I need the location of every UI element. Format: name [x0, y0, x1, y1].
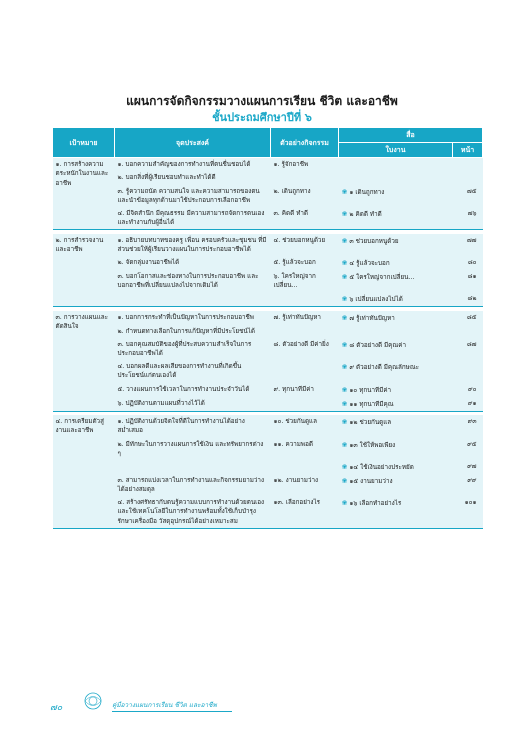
worksheet-label: ๙ ตัวอย่างดี มีคุณลักษณะ — [349, 364, 420, 372]
footer-divider — [112, 711, 232, 712]
page-cell: ๗๕ — [453, 185, 483, 207]
objective-cell: ๓. รู้ความถนัด ความสนใจ และความสามารถของตน และนำข้อมูลทุกด้านมาใช้ประกอบการเลือกอาชีพ — [115, 185, 271, 207]
worksheet-label: ๑๓ ใช้ให้พอเพียง — [349, 441, 396, 449]
table-row — [53, 234, 483, 256]
objective-cell: ๕. วางแผนการใช้เวลาในการทำงานประจำวันได้ — [115, 383, 271, 397]
flower-bullet-icon: ❀ — [341, 209, 348, 218]
objective-cell: ๑. ปฏิบัติงานด้วยจิตใจที่ดีในการทำงานได้อย่างสม่ำเสมอ — [115, 415, 271, 437]
flower-bullet-icon: ❀ — [341, 236, 348, 245]
worksheet-cell — [339, 325, 453, 338]
flower-bullet-icon: ❀ — [341, 363, 348, 372]
worksheet-cell — [339, 383, 453, 397]
worksheet-cell — [339, 397, 453, 412]
goal-cell: ๒. การสำรวจงานและอาชีพ — [53, 234, 115, 307]
flower-bullet-icon: ❀ — [341, 440, 348, 449]
plan-table — [52, 127, 483, 529]
activity-cell: ๑๒. งานยามว่าง — [271, 474, 339, 496]
page-cell: ๘๒ — [453, 292, 483, 307]
table-row — [53, 185, 483, 207]
worksheet-label: ๗ รู้เท่าทันปัญหา — [349, 314, 395, 322]
flower-bullet-icon: ❀ — [341, 272, 348, 281]
page-cell — [453, 171, 483, 184]
objective-cell: ๑. อธิบายบทบาทของครู เพื่อน ครอบครัวและชุมชน ที่มีส่วนช่วยให้ผู้เรียนวางแผนในการประกอบอาชีพได้ — [115, 234, 271, 256]
activity-cell: ๑. รู้จักอาชีพ — [271, 158, 339, 172]
flower-bullet-icon: ❀ — [341, 418, 348, 427]
flower-bullet-icon: ❀ — [341, 341, 348, 350]
activity-cell — [271, 325, 339, 338]
page-cell: ๑๐๑ — [453, 496, 483, 528]
table-body — [53, 158, 483, 528]
page-cell: ๙๕ — [453, 438, 483, 460]
activity-cell — [271, 397, 339, 412]
worksheet-cell — [339, 311, 453, 325]
worksheet-cell — [339, 415, 453, 437]
activity-cell: ๑๐. ช่วยกันดูแล — [271, 415, 339, 437]
worksheet-label: ๑๒ ช่วยกันดูแล — [349, 419, 392, 427]
page-title: แผนการจัดกิจกรรมวางแผนการเรียน ชีวิต และอาชีพ — [126, 94, 398, 108]
header-objectives: จุดประสงค์ — [115, 128, 271, 158]
ornament-icon — [82, 690, 104, 712]
page-cell: ๘๑ — [453, 270, 483, 292]
worksheet-label: ๑๑ ทุกนาทีมีคุณ — [349, 400, 394, 408]
objective-cell: ๓. สามารถแบ่งเวลาในการทำงานและกิจกรรมยามว่างได้อย่างสมดุล — [115, 474, 271, 496]
worksheet-label: ๔ รู้แล้วจะบอก — [349, 259, 390, 267]
worksheet-label: ๑๐ ทุกนาทีมีค่า — [349, 386, 392, 394]
objective-cell: ๖. ปฏิบัติงานตามแผนที่วางไว้ได้ — [115, 397, 271, 412]
worksheet-cell — [339, 460, 453, 474]
activity-cell — [271, 292, 339, 307]
activity-cell: ๘. ตัวอย่างดี มีค่ายิ่ง — [271, 338, 339, 360]
header-worksheet: ใบงาน — [339, 143, 453, 158]
page-cell — [453, 325, 483, 338]
worksheet-cell — [339, 496, 453, 528]
worksheet-cell — [339, 438, 453, 460]
flower-bullet-icon: ❀ — [341, 187, 348, 196]
worksheet-cell — [339, 292, 453, 307]
worksheet-label: ๓ ช่วยบอกหนูด้วย — [349, 237, 399, 245]
worksheet-cell — [339, 207, 453, 230]
flower-bullet-icon: ❀ — [341, 313, 348, 322]
goal-cell: ๑. การสร้างความตระหนักในงานและอาชีพ — [53, 158, 115, 230]
table-row — [53, 207, 483, 230]
objective-cell: ๒. มีทักษะในการวางแผนการใช้เงิน และทรัพยากรต่าง ๆ — [115, 438, 271, 460]
table-row — [53, 325, 483, 338]
flower-bullet-icon: ❀ — [341, 399, 348, 408]
worksheet-label: ๑๖ เลือกทำอย่างไร — [349, 500, 402, 508]
table-row — [53, 311, 483, 325]
table-row — [53, 397, 483, 412]
page-cell: ๘๕ — [453, 311, 483, 325]
page-cell: ๙๗ — [453, 460, 483, 474]
worksheet-cell — [339, 234, 453, 256]
flower-bullet-icon: ❀ — [341, 258, 348, 267]
table-row — [53, 415, 483, 437]
page-cell: ๘๐ — [453, 256, 483, 270]
table-row — [53, 292, 483, 307]
worksheet-cell — [339, 270, 453, 292]
objective-cell: ๑. บอกความสำคัญของการทำงานที่ตนชื่นชอบได้ — [115, 158, 271, 172]
page-subtitle: ชั้นประถมศึกษาปีที่ ๖ — [212, 111, 312, 124]
page-cell: ๙๐ — [453, 383, 483, 397]
goal-cell: ๓. การวางแผนและตัดสินใจ — [53, 311, 115, 412]
table-row — [53, 171, 483, 184]
table-row — [53, 496, 483, 528]
flower-bullet-icon: ❀ — [341, 295, 348, 304]
table-row — [53, 383, 483, 397]
worksheet-label: ๘ ตัวอย่างดี มีคุณค่า — [349, 342, 406, 350]
header-page: หน้า — [453, 143, 483, 158]
worksheet-label: ๑๔ ใช้เงินอย่างประหยัด — [349, 463, 414, 471]
flower-bullet-icon: ❀ — [341, 385, 348, 394]
activity-cell: ๑๑. ความพอดี — [271, 438, 339, 460]
goal-cell: ๔. การเตรียมตัวสู่งานและอาชีพ — [53, 415, 115, 528]
worksheet-cell — [339, 360, 453, 382]
table-row — [53, 474, 483, 496]
flower-bullet-icon: ❀ — [341, 499, 348, 508]
flower-bullet-icon: ❀ — [341, 462, 348, 471]
worksheet-cell — [339, 256, 453, 270]
activity-cell: ๓. คิดดี ทำดี — [271, 207, 339, 230]
worksheet-label: ๕ ใครใหญ่จากเปลี่ยน... — [349, 273, 415, 281]
worksheet-cell — [339, 338, 453, 360]
header-media: สื่อ — [339, 128, 483, 143]
worksheet-cell — [339, 474, 453, 496]
objective-cell: ๔. มีจิตสำนึก มีคุณธรรม มีความสามารถจัดการตนเองและทำงานกับผู้อื่นได้ — [115, 207, 271, 230]
objective-cell: ๒. จัดกลุ่มงานอาชีพได้ — [115, 256, 271, 270]
activity-cell — [271, 360, 339, 382]
table-row — [53, 270, 483, 292]
activity-cell: ๑๓. เลือกอย่างไร — [271, 496, 339, 528]
activity-cell: ๗. รู้เท่าทันปัญหา — [271, 311, 339, 325]
table-row — [53, 158, 483, 172]
worksheet-cell — [339, 158, 453, 172]
page-cell: ๗๗ — [453, 234, 483, 256]
table-row — [53, 460, 483, 474]
worksheet-label: ๑๕ งานยามว่าง — [349, 478, 393, 485]
page-cell: ๗๖ — [453, 207, 483, 230]
footer-book-title: คู่มือวางแผนการเรียน ชีวิต และอาชีพ — [112, 701, 217, 709]
table-row — [53, 338, 483, 360]
objective-cell: ๓. บอกโอกาสและช่องทางในการประกอบอาชีพ และบอกอาชีพที่เปลี่ยนแปลงไปจากเดิมได้ — [115, 270, 271, 292]
page-cell: ๙๑ — [453, 397, 483, 412]
page-cell: ๘๗ — [453, 338, 483, 360]
worksheet-cell — [339, 171, 453, 184]
table-row — [53, 360, 483, 382]
worksheet-label: ๒ คิดดี ทำดี — [349, 210, 382, 218]
worksheet-label: ๑ เดินถูกทาง — [349, 188, 385, 196]
objective-cell: ๒. บอกสิ่งที่ผู้เรียนชอบทำและทำได้ดี — [115, 171, 271, 184]
table-row — [53, 256, 483, 270]
objective-cell: ๔. สร้างศรัทธากับตนรู้ความแบบการทำงานด้วยตนเอง และใช้เทคโนโลยีในการทำงานพร้อมทั้งใช้เก็บบำรุงรักษาเครื่องมือ วัสดุอุปกรณ์ได้อย่างเหมาะสม — [115, 496, 271, 528]
objective-cell — [115, 460, 271, 474]
objective-cell: ๒. กำหนดทางเลือกในการแก้ปัญหาที่มีประโยชน์ได้ — [115, 325, 271, 338]
worksheet-cell — [339, 185, 453, 207]
worksheet-label: ๖ เปลี่ยนแปลงไปได้ — [349, 296, 403, 304]
activity-cell: ๕. รู้แล้วจะบอก — [271, 256, 339, 270]
activity-cell: ๔. ช่วยบอกหนูด้วย — [271, 234, 339, 256]
header-goal: เป้าหมาย — [53, 128, 115, 158]
activity-cell: ๖. ใครใหญ่จากเปลี่ยน... — [271, 270, 339, 292]
activity-cell: ๒. เดินถูกทาง — [271, 185, 339, 207]
flower-bullet-icon: ❀ — [341, 477, 348, 485]
page-cell — [453, 158, 483, 172]
header-activity: ตัวอย่างกิจกรรม — [271, 128, 339, 158]
page-number: ๗๐ — [50, 703, 63, 713]
table-row — [53, 438, 483, 460]
activity-cell: ๙. ทุกนาทีมีค่า — [271, 383, 339, 397]
objective-cell: ๔. บอกผลดีและผลเสียของการทำงานที่เกิดขึ้นประโยชน์แก่ตนเองได้ — [115, 360, 271, 382]
page-cell: ๙๓ — [453, 415, 483, 437]
activity-cell — [271, 171, 339, 184]
objective-cell: ๑. บอกการกระทำที่เป็นปัญหาในการประกอบอาชีพ — [115, 311, 271, 325]
objective-cell — [115, 292, 271, 307]
activity-cell — [271, 460, 339, 474]
page-cell — [453, 360, 483, 382]
objective-cell: ๓. บอกคุณสมบัติของผู้ที่ประสบความสำเร็จในการประกอบอาชีพได้ — [115, 338, 271, 360]
page-cell: ๙๙ — [453, 474, 483, 496]
